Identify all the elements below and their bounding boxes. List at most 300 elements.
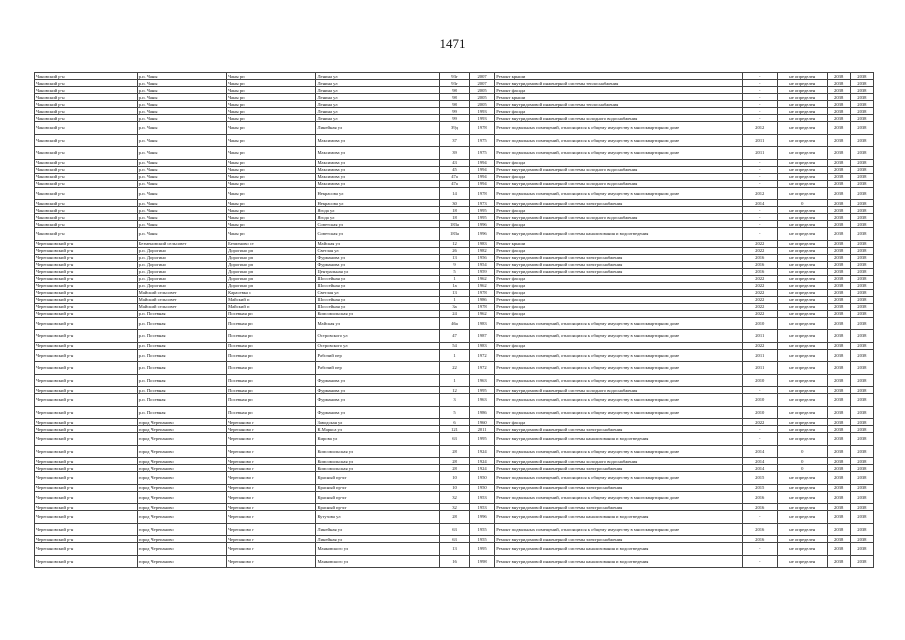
table-cell: 1986 xyxy=(469,296,494,303)
table-cell: Черепаново г xyxy=(227,555,316,568)
table-cell: не определен xyxy=(777,504,827,511)
table-cell: Ленина ул xyxy=(316,80,440,87)
table-cell: 2038 xyxy=(850,330,873,343)
table-cell: Ремонт фасада xyxy=(495,247,742,254)
table-cell: Ремонт фасада xyxy=(495,159,742,166)
table-cell: р.п. Чаны xyxy=(137,187,226,200)
table-cell: 2016 xyxy=(742,491,777,504)
table-cell: Майская ул xyxy=(316,317,440,330)
table-cell: Ремонт внутридомовой инженерной системы канализования и водоотведения xyxy=(495,555,742,568)
table-row xyxy=(35,394,874,407)
table-cell: Черепановский р-н xyxy=(35,282,138,289)
table-cell: Чаны рп xyxy=(227,101,316,108)
table-cell: Ремонт внутридомовой инженерной системы электроснабжения xyxy=(495,261,742,268)
table-cell: р.п. Чаны xyxy=(137,173,226,180)
table-cell: Черепановский р-н xyxy=(35,261,138,268)
table-row xyxy=(35,240,874,247)
table-cell: Ремонт фасада xyxy=(495,296,742,303)
table-cell: Чаны рп xyxy=(227,73,316,80)
table-cell: 1995 xyxy=(469,543,494,556)
table-cell: 26 xyxy=(440,247,470,254)
table-cell: 16 xyxy=(440,555,470,568)
table-cell: 2038 xyxy=(827,349,850,362)
table-cell: Максимова ул xyxy=(316,180,440,187)
table-cell: 2038 xyxy=(827,387,850,394)
table-cell: 2038 xyxy=(850,310,873,317)
table-cell: Майский сельсовет xyxy=(137,296,226,303)
table-cell: 1960 xyxy=(469,419,494,426)
table-cell: 2038 xyxy=(850,228,873,241)
table-cell: р.п. Чаны xyxy=(137,108,226,115)
table-cell: город Черепаново xyxy=(137,445,226,458)
table-cell: 2038 xyxy=(827,240,850,247)
table-cell: р.п. Дорогино xyxy=(137,254,226,261)
table-cell: Чановский р-н xyxy=(35,134,138,147)
table-cell: 2038 xyxy=(850,523,873,536)
table-cell: 2038 xyxy=(850,555,873,568)
table-cell: Черепаново г xyxy=(227,458,316,465)
table-cell: Некрасова ул xyxy=(316,200,440,207)
table-cell: 2038 xyxy=(850,511,873,524)
table-cell: - xyxy=(742,159,777,166)
table-cell: Черепаново г xyxy=(227,504,316,511)
table-cell: Черепановский р-н xyxy=(35,491,138,504)
table-cell: 93г xyxy=(440,80,470,87)
table-cell: 2010 xyxy=(742,406,777,419)
table-cell: 2011 xyxy=(742,349,777,362)
table-row xyxy=(35,472,874,485)
table-cell: 2038 xyxy=(827,207,850,214)
table-cell: 39 xyxy=(440,147,470,160)
table-cell: Черепаново г xyxy=(227,543,316,556)
table-cell: 2012 xyxy=(742,122,777,135)
table-cell: 2038 xyxy=(827,122,850,135)
table-cell: 2038 xyxy=(827,200,850,207)
table-cell: Ремонт внутридомовой инженерной системы холодного водоснабжения xyxy=(495,115,742,122)
table-cell: Ремонт внутридомовой инженерной системы холодного водоснабжения xyxy=(495,458,742,465)
table-cell: 24 xyxy=(440,310,470,317)
table-cell: - xyxy=(742,426,777,433)
table-cell: Черепановский р-н xyxy=(35,303,138,310)
table-cell: город Черепаново xyxy=(137,504,226,511)
table-cell: не определен xyxy=(777,159,827,166)
table-cell: Чановский р-н xyxy=(35,173,138,180)
table-cell: Ремонт внутридомовой инженерной системы электроснабжения xyxy=(495,465,742,472)
table-cell: 45 xyxy=(440,166,470,173)
table-cell: Чаны рп xyxy=(227,159,316,166)
table-cell: 43 xyxy=(440,159,470,166)
table-cell: 2038 xyxy=(827,362,850,375)
table-cell: 2022 xyxy=(742,296,777,303)
table-row xyxy=(35,536,874,543)
table-cell: Чановский р-н xyxy=(35,166,138,173)
table-cell: р.п. Чаны xyxy=(137,134,226,147)
table-cell: Черепановский р-н xyxy=(35,289,138,296)
table-cell: Чаны рп xyxy=(227,221,316,228)
table-cell: 1975 xyxy=(469,134,494,147)
table-cell: 1973 xyxy=(469,200,494,207)
table-cell: Шоссейная ул xyxy=(316,275,440,282)
page-number: 1471 xyxy=(439,36,466,51)
table-cell: 1998 xyxy=(469,555,494,568)
table-cell: 47а xyxy=(440,180,470,187)
table-cell: 2038 xyxy=(850,240,873,247)
table-cell: 2038 xyxy=(827,159,850,166)
table-cell: не определен xyxy=(777,317,827,330)
table-cell: 2038 xyxy=(827,180,850,187)
table-cell: Ремонт внутридомовой инженерной системы электроснабжения xyxy=(495,484,742,491)
table-cell: город Черепаново xyxy=(137,465,226,472)
table-cell: 13 xyxy=(440,254,470,261)
table-cell: Шоссейная ул xyxy=(316,282,440,289)
table-cell: Ремонт фасада xyxy=(495,173,742,180)
table-cell: 2038 xyxy=(827,214,850,221)
table-cell: Черепаново г xyxy=(227,419,316,426)
table-cell: не определен xyxy=(777,310,827,317)
table-row xyxy=(35,73,874,80)
table-cell: не определен xyxy=(777,228,827,241)
table-cell: 32 xyxy=(440,491,470,504)
table-cell: Черепаново г xyxy=(227,433,316,446)
table-cell: 2038 xyxy=(827,317,850,330)
table-cell: Черепановский р-н xyxy=(35,511,138,524)
table-cell: 5 xyxy=(440,268,470,275)
table-cell: не определен xyxy=(777,419,827,426)
table-cell: Чановский р-н xyxy=(35,80,138,87)
table-row xyxy=(35,484,874,491)
table-cell: Майский п xyxy=(227,296,316,303)
table-row xyxy=(35,426,874,433)
table-cell: Красный пр-кт xyxy=(316,484,440,491)
table-cell: 2038 xyxy=(827,166,850,173)
table-cell: Черепаново г xyxy=(227,491,316,504)
table-cell: Ремонт подвальных помещений, относящихся к общему имуществу в многоквартирном доме xyxy=(495,187,742,200)
table-cell: 2022 xyxy=(742,342,777,349)
table-cell: Рабочий пер xyxy=(316,349,440,362)
table-cell: Посевная рп xyxy=(227,362,316,375)
table-row xyxy=(35,254,874,261)
table-cell: 1955 xyxy=(469,536,494,543)
table-cell: Комсомольская ул xyxy=(316,445,440,458)
table-cell: 2005 xyxy=(469,94,494,101)
table-cell: не определен xyxy=(777,122,827,135)
table-row xyxy=(35,101,874,108)
table-cell: 1924 xyxy=(469,445,494,458)
table-cell: Кирова ул xyxy=(316,433,440,446)
table-cell: 47 xyxy=(440,330,470,343)
table-cell: 2022 xyxy=(742,303,777,310)
table-cell: Чаны рп xyxy=(227,207,316,214)
table-cell: 1994 xyxy=(469,180,494,187)
table-cell: Маяковского ул xyxy=(316,543,440,556)
capital-repair-table xyxy=(34,72,874,568)
table-cell: 63 xyxy=(440,523,470,536)
table-cell: Шоссейная ул xyxy=(316,296,440,303)
table-cell: Ремонт фасада xyxy=(495,419,742,426)
table-row xyxy=(35,115,874,122)
table-cell: 2038 xyxy=(827,342,850,349)
table-cell: 1994 xyxy=(469,166,494,173)
table-cell: р.п. Чаны xyxy=(137,122,226,135)
table-cell: не определен xyxy=(777,115,827,122)
table-cell: 1953 xyxy=(469,491,494,504)
table-cell: не определен xyxy=(777,275,827,282)
table-cell: Черепановский р-н xyxy=(35,536,138,543)
table-cell: не определен xyxy=(777,221,827,228)
table-cell: Ремонт крыши xyxy=(495,240,742,247)
table-cell: 2038 xyxy=(850,261,873,268)
table-cell: Максимова ул xyxy=(316,134,440,147)
table-cell: 2038 xyxy=(850,207,873,214)
table-cell: р.п. Дорогино xyxy=(137,275,226,282)
table-cell: 6 xyxy=(440,419,470,426)
table-cell: 2038 xyxy=(827,228,850,241)
table-cell: 2038 xyxy=(827,511,850,524)
table-cell: Дорогино рп xyxy=(227,282,316,289)
table-cell: Черепановский р-н xyxy=(35,394,138,407)
table-cell: Чаны рп xyxy=(227,115,316,122)
table-cell: 2038 xyxy=(850,80,873,87)
table-cell: р.п. Чаны xyxy=(137,147,226,160)
table-cell: - xyxy=(742,511,777,524)
table-cell: Чаны рп xyxy=(227,180,316,187)
table-cell: Чаны рп xyxy=(227,147,316,160)
table-cell: 2038 xyxy=(827,394,850,407)
table-row xyxy=(35,387,874,394)
table-cell: 1924 xyxy=(469,458,494,465)
table-cell: Черепановский р-н xyxy=(35,543,138,556)
table-cell: 2014 xyxy=(742,465,777,472)
table-cell: Ягода ул xyxy=(316,207,440,214)
table-cell: - xyxy=(742,228,777,241)
table-cell: Чановский р-н xyxy=(35,115,138,122)
table-cell: 1962 xyxy=(469,275,494,282)
table-cell: не определен xyxy=(777,387,827,394)
table-cell: не определен xyxy=(777,73,827,80)
table-cell: 2038 xyxy=(827,523,850,536)
table-cell: р.п. Чаны xyxy=(137,166,226,173)
table-cell: Ремонт внутридомовой инженерной системы канализования и водоотведения xyxy=(495,511,742,524)
table-cell: не определен xyxy=(777,289,827,296)
table-cell: не определен xyxy=(777,254,827,261)
table-cell: Черепаново г xyxy=(227,426,316,433)
table-cell: 2010 xyxy=(742,374,777,387)
table-cell: 9 xyxy=(440,261,470,268)
table-cell: 2038 xyxy=(850,491,873,504)
table-cell: 2038 xyxy=(827,426,850,433)
table-cell: Посевная рп xyxy=(227,374,316,387)
table-row xyxy=(35,289,874,296)
table-cell: не определен xyxy=(777,261,827,268)
table-cell: Рабочий пер xyxy=(316,362,440,375)
table-cell: 1978 xyxy=(469,187,494,200)
table-cell: не определен xyxy=(777,342,827,349)
table-cell: Ремонт внутридомовой инженерной системы теплоснабжения xyxy=(495,80,742,87)
table-cell: 2038 xyxy=(827,134,850,147)
table-cell: - xyxy=(742,87,777,94)
table-cell: 3а xyxy=(440,303,470,310)
table-cell: 13 xyxy=(440,289,470,296)
table-cell: Чановский р-н xyxy=(35,159,138,166)
table-cell: 2038 xyxy=(850,349,873,362)
table-cell: 2038 xyxy=(827,147,850,160)
table-cell: Чановский р-н xyxy=(35,87,138,94)
table-cell: р.п. Чаны xyxy=(137,214,226,221)
table-cell: не определен xyxy=(777,543,827,556)
table-cell: Ленина ул xyxy=(316,108,440,115)
table-cell: город Черепаново xyxy=(137,458,226,465)
table-cell: не определен xyxy=(777,491,827,504)
table-cell: 2038 xyxy=(850,362,873,375)
table-cell: Черепановский р-н xyxy=(35,406,138,419)
table-row xyxy=(35,349,874,362)
table-cell: 2038 xyxy=(850,254,873,261)
table-cell: Максимова ул xyxy=(316,166,440,173)
table-cell: Чаны рп xyxy=(227,134,316,147)
table-cell: Черепановский р-н xyxy=(35,504,138,511)
table-row xyxy=(35,310,874,317)
table-row xyxy=(35,511,874,524)
table-cell: Черепановский р-н xyxy=(35,330,138,343)
table-cell: 1983 xyxy=(469,342,494,349)
table-cell: Линейная ул xyxy=(316,536,440,543)
table-cell: Черепановский р-н xyxy=(35,445,138,458)
table-cell: 2011 xyxy=(742,147,777,160)
table-cell: - xyxy=(742,555,777,568)
table-cell: не определен xyxy=(777,536,827,543)
table-cell: - xyxy=(742,115,777,122)
table-cell: Посевная рп xyxy=(227,317,316,330)
table-cell: Чаны рп xyxy=(227,228,316,241)
table-cell: 2038 xyxy=(827,173,850,180)
table-cell: 98 xyxy=(440,94,470,101)
table-cell: 2038 xyxy=(827,275,850,282)
table-cell: Посевная рп xyxy=(227,349,316,362)
table-cell: Красный пр-кт xyxy=(316,491,440,504)
table-cell: 2038 xyxy=(827,310,850,317)
table-cell: 2038 xyxy=(850,268,873,275)
table-cell: Фурманова ул xyxy=(316,261,440,268)
table-cell: Ремонт подвальных помещений, относящихся к общему имуществу в многоквартирном доме xyxy=(495,406,742,419)
table-cell: Фурманова ул xyxy=(316,394,440,407)
table-cell: 2038 xyxy=(827,465,850,472)
table-cell: 2038 xyxy=(850,159,873,166)
table-cell: город Черепаново xyxy=(137,484,226,491)
table-cell: не определен xyxy=(777,247,827,254)
table-cell: Ремонт подвальных помещений, относящихся к общему имуществу в многоквартирном доме xyxy=(495,147,742,160)
table-cell: не определен xyxy=(777,180,827,187)
table-cell: 2038 xyxy=(850,94,873,101)
table-cell: Ремонт фасада xyxy=(495,221,742,228)
table-cell: Комсомольская ул xyxy=(316,458,440,465)
table-cell: город Черепаново xyxy=(137,426,226,433)
table-cell: - xyxy=(742,166,777,173)
table-cell: Ремонт внутридомовой инженерной системы канализования и водоотведения xyxy=(495,543,742,556)
table-cell: 2011 xyxy=(469,426,494,433)
table-cell: Максимова ул xyxy=(316,147,440,160)
table-cell: - xyxy=(742,180,777,187)
table-cell: 1962 xyxy=(469,310,494,317)
table-cell: не определен xyxy=(777,214,827,221)
table-cell: Ремонт фасада xyxy=(495,207,742,214)
table-cell: 18 xyxy=(440,214,470,221)
table-cell: 1996 xyxy=(469,221,494,228)
table-cell: Чановский р-н xyxy=(35,187,138,200)
table-cell: 2038 xyxy=(827,330,850,343)
table-cell: 1995 xyxy=(469,214,494,221)
table-cell: не определен xyxy=(777,484,827,491)
table-cell: Черепаново г xyxy=(227,536,316,543)
table-cell: 2038 xyxy=(850,73,873,80)
table-cell: К.Маркса ул xyxy=(316,426,440,433)
table-cell: Ремонт фасада xyxy=(495,282,742,289)
table-cell: 2007 xyxy=(469,80,494,87)
table-cell: - xyxy=(742,108,777,115)
table-cell: 1956 xyxy=(469,254,494,261)
table-cell: 2038 xyxy=(827,472,850,485)
table-cell: - xyxy=(742,101,777,108)
table-cell: 1а xyxy=(440,282,470,289)
table-cell: р.п. Посевная xyxy=(137,406,226,419)
table-cell: 1978 xyxy=(469,122,494,135)
table-row xyxy=(35,330,874,343)
table-cell: р.п. Дорогино xyxy=(137,261,226,268)
table-cell: 2038 xyxy=(850,122,873,135)
table-cell: 1972 xyxy=(469,362,494,375)
table-row xyxy=(35,504,874,511)
table-cell: 0 xyxy=(777,458,827,465)
table-cell: 2010 xyxy=(742,317,777,330)
table-cell: Черепаново г xyxy=(227,484,316,491)
table-cell: 2016 xyxy=(742,523,777,536)
table-cell: 2038 xyxy=(827,445,850,458)
table-cell: не определен xyxy=(777,362,827,375)
table-cell: Посевная рп xyxy=(227,342,316,349)
table-cell: - xyxy=(742,80,777,87)
table-cell: город Черепаново xyxy=(137,523,226,536)
table-cell: Безменово ст xyxy=(227,240,316,247)
table-cell: Черепановский р-н xyxy=(35,387,138,394)
table-cell: Черепаново г xyxy=(227,465,316,472)
table-cell: 2038 xyxy=(850,317,873,330)
table-cell: Чановский р-н xyxy=(35,207,138,214)
table-row xyxy=(35,523,874,536)
table-cell: 2038 xyxy=(850,394,873,407)
table-cell: Ремонт крыши xyxy=(495,94,742,101)
table-cell: 1978 xyxy=(469,303,494,310)
table-row xyxy=(35,419,874,426)
table-cell: Майский сельсовет xyxy=(137,289,226,296)
table-cell: город Черепаново xyxy=(137,543,226,556)
table-cell: не определен xyxy=(777,433,827,446)
table-cell: Чановский р-н xyxy=(35,101,138,108)
table-cell: 1963 xyxy=(469,374,494,387)
table-cell: р.п. Чаны xyxy=(137,73,226,80)
table-cell: 54 xyxy=(440,342,470,349)
table-cell: р.п. Чаны xyxy=(137,180,226,187)
table-cell: 2038 xyxy=(850,296,873,303)
table-cell: 1972 xyxy=(469,349,494,362)
table-cell: Ремонт внутридомовой инженерной системы холодного водоснабжения xyxy=(495,387,742,394)
table-cell: Ремонт внутридомовой инженерной системы электроснабжения xyxy=(495,254,742,261)
table-cell: 2038 xyxy=(827,221,850,228)
table-cell: 1 xyxy=(440,275,470,282)
table-cell: 2038 xyxy=(827,101,850,108)
table-cell: 18 xyxy=(440,207,470,214)
table-cell: Черепаново г xyxy=(227,523,316,536)
table-cell: Майская ул xyxy=(316,240,440,247)
table-cell: не определен xyxy=(777,330,827,343)
